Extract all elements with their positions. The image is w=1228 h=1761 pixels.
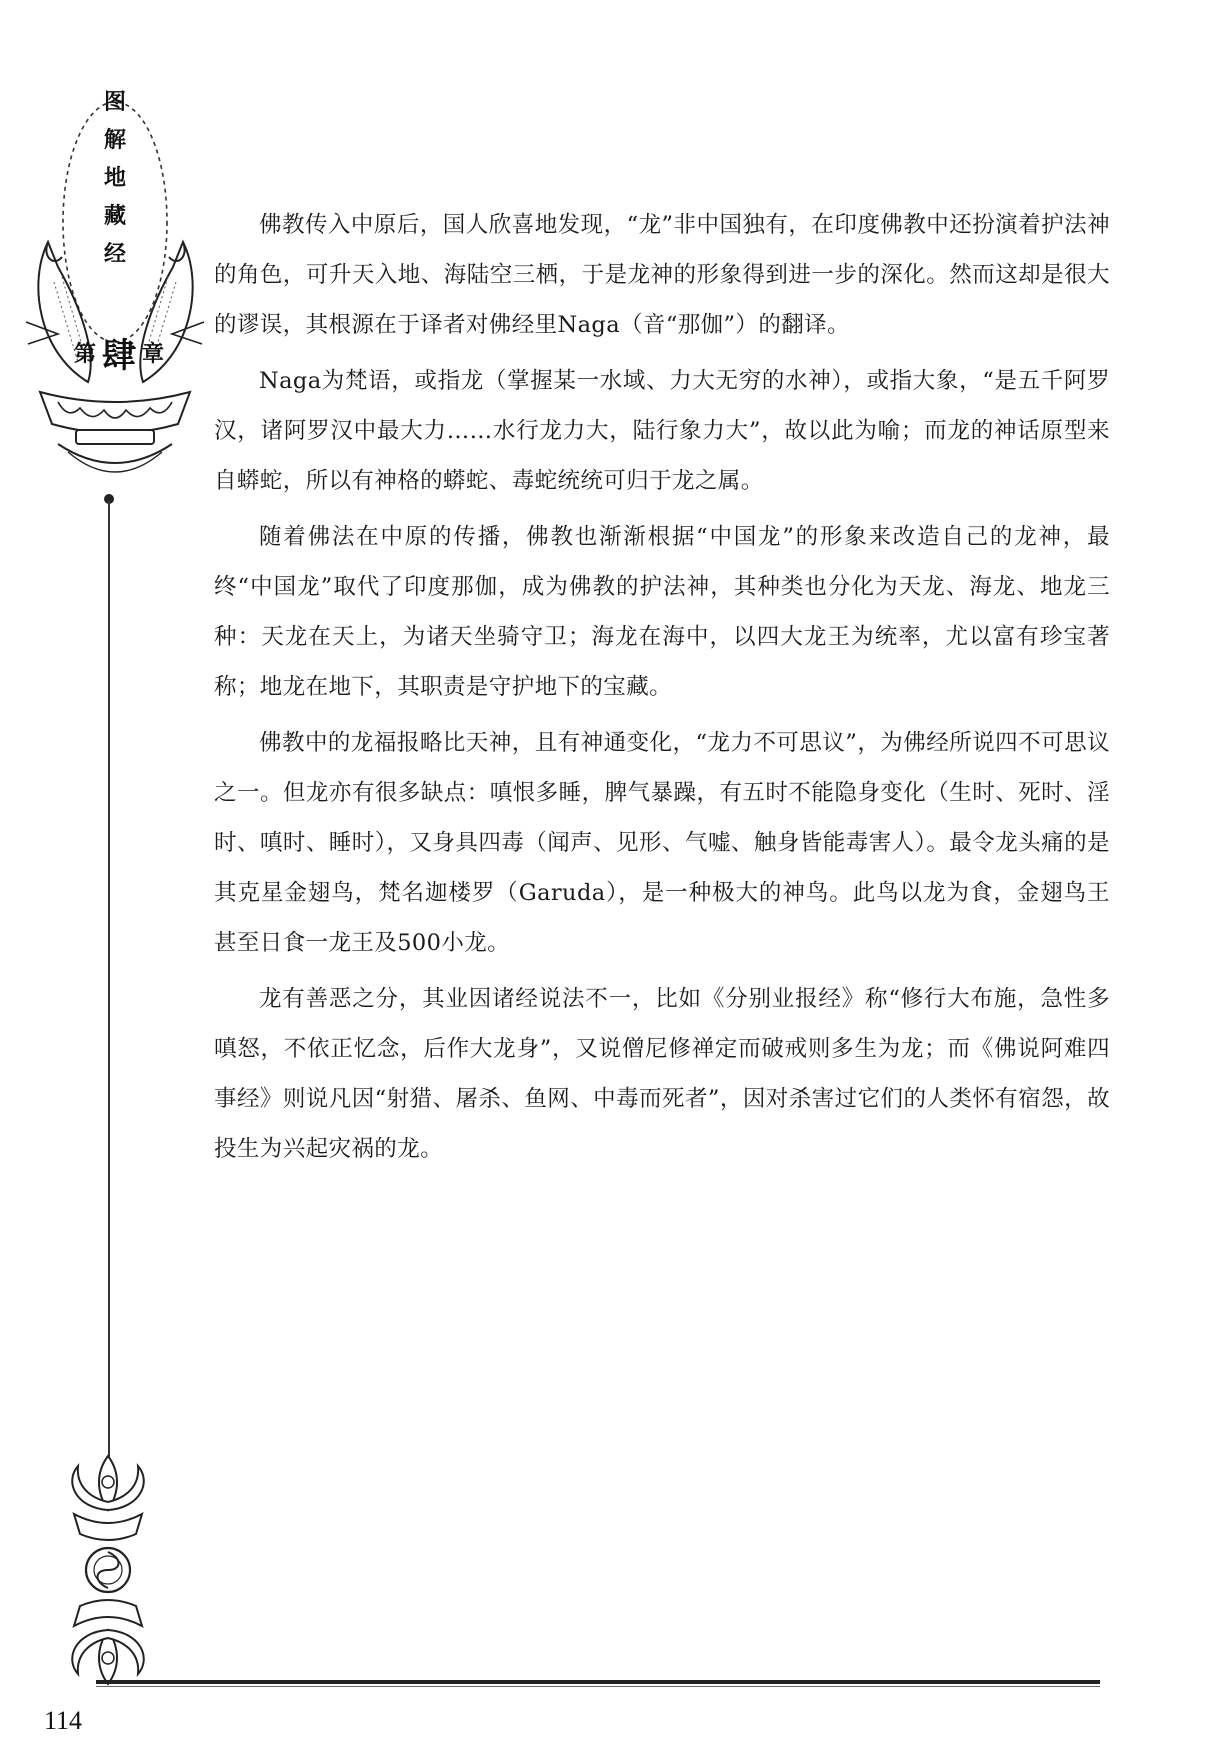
paragraph: 佛教传入中原后，国人欣喜地发现，“龙”非中国独有，在印度佛教中还扮演着护法神的角色，可升天入地、海陆空三栖，于是龙神的形象得到进一步的深化。然而这却是很大的谬误，其根源在于译者对佛经里Naga（音“那伽”）的翻译。 bbox=[214, 212, 1110, 338]
page-number: 114 bbox=[44, 1706, 83, 1735]
margin-vertical-line bbox=[108, 500, 110, 1460]
body-text bbox=[214, 200, 1110, 1180]
book-title-char: 经 bbox=[103, 242, 126, 267]
book-title-vertical bbox=[98, 88, 132, 278]
paragraph: 随着佛法在中原的传播，佛教也渐渐根据“中国龙”的形象来改造自己的龙神，最终“中国龙”取代了印度那伽，成为佛教的护法神，其种类也分化为天龙、海龙、地龙三种：天龙在天上，为诸天坐骑守卫；海龙在海中，以四大龙王为统率，尤以富有珍宝著称；地龙在地下，其职责是守护地下的宝藏。 bbox=[214, 524, 1110, 700]
footer-rule bbox=[96, 1680, 1100, 1684]
paragraph: Naga为梵语，或指龙（掌握某一水域、力大无穷的水神），或指大象，“是五千阿罗汉，诸阿罗汉中最大力……水行龙力大，陆行象力大”，故以此为喻；而龙的神话原型来自蟒蛇，所以有神格的蟒蛇、毒蛇统统可归于龙之属。 bbox=[214, 368, 1110, 494]
paragraph: 龙有善恶之分，其业因诸经说法不一，比如《分别业报经》称“修行大布施，急性多嗔怒，不依正忆念，后作大龙身”，又说僧尼修禅定而破戒则多生为龙；而《佛说阿难四事经》则说凡因“射猎、屠杀、鱼网、中毒而死者”，因对杀害过它们的人类怀有宿怨，故投生为兴起灾祸的龙。 bbox=[214, 986, 1110, 1162]
book-title-char: 解 bbox=[103, 128, 126, 153]
chapter-prefix: 第 bbox=[73, 341, 96, 367]
chapter-badge bbox=[60, 322, 178, 382]
book-title-char: 图 bbox=[103, 90, 126, 115]
footer-rule-thin bbox=[96, 1686, 1100, 1687]
book-title-char: 地 bbox=[103, 166, 126, 191]
chapter-number: 肆 bbox=[102, 335, 136, 376]
paragraph: 佛教中的龙福报略比天神，且有神通变化，“龙力不可思议”，为佛经所说四不可思议之一。但龙亦有很多缺点：嗔恨多睡，脾气暴躁，有五时不能隐身变化（生时、死时、淫时、嗔时、睡时），又身具四毒（闻声、见形、气嘘、触身皆能毒害人）。最令龙头痛的是其克星金翅鸟，梵名迦楼罗（Garuda），是一种极大的神鸟。此鸟以龙为食，金翅鸟王甚至日食一龙王及500小龙。 bbox=[214, 730, 1110, 956]
book-title-char: 藏 bbox=[103, 204, 126, 229]
vajra-icon bbox=[56, 1452, 160, 1688]
chapter-suffix: 章 bbox=[142, 341, 165, 367]
